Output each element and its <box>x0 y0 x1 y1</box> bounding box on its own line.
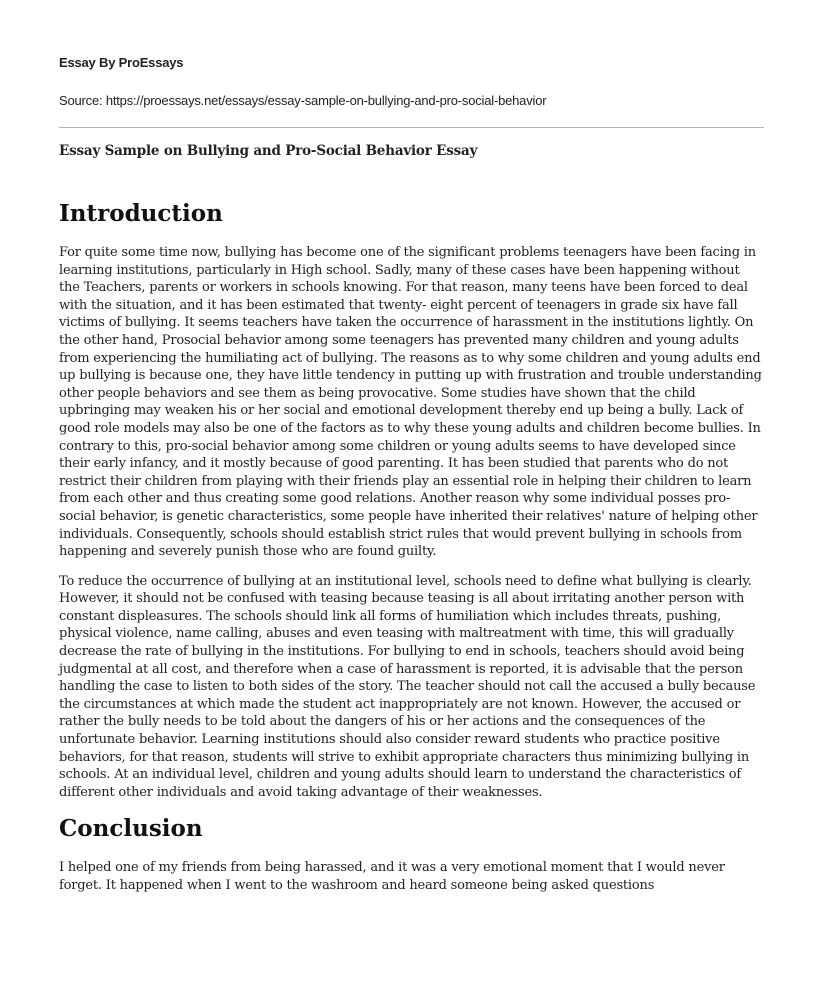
brand-label: Essay By ProEssays <box>59 55 184 70</box>
paragraph: For quite some time now, bullying has become one of the significant problems teenagers have been facing in learning institutions, particularly in High school. Sadly, many of these cases have been happening without the Teachers, parents or workers in schools knowing. For that reason, many teens have been forced to deal with the situation, and it has been estimated that twenty- eight percent of teenagers in grade six have fall victims of bullying. It seems teachers have taken the occurrence of harassment in the institutions lightly. On the other hand, Prosocial behavior among some teenagers has prevented many children and young adults from experiencing the humiliating act of bullying. The reasons as to why some children and young adults end up bullying is because one, they have little tendency in putting up with frustration and trouble understanding other people behaviors and see them as being provocative. Some studies have shown that the child upbringing may weaken his or her social and emotional development thereby end up being a bully. Lack of good role models may also be one of the factors as to why these young adults and children become bullies. In contrary to this, pro-social behavior among some children or young adults seems to have developed since their early infancy, and it mostly because of good parenting. It has been studied that parents who do not restrict their children from playing with their friends play an essential role in helping their children to learn from each other and thus creating some good relations. Another reason why some individual posses pro-social behavior, is genetic characteristics, some people have inherited their relatives' nature of helping other individuals. Consequently, schools should establish strict rules that would prevent bullying in schools from happening and severely punish those who are found guilty. <box>59 245 762 560</box>
section-heading-introduction: Introduction <box>59 200 223 227</box>
paragraph: To reduce the occurrence of bullying at an institutional level, schools need to define what bullying is clearly. However, it should not be confused with teasing because teasing is all about irritating another person with constant displeasures. The schools should link all forms of humiliation which includes threats, pushing, physical violence, name calling, abuses and even teasing with maltreatment with time, this will gradually decrease the rate of bullying in the institutions. For bullying to end in schools, teachers should avoid being judgmental at all cost, and therefore when a case of harassment is reported, it is advisable that the person handling the case to listen to both sides of the story. The teacher should not call the accused a bully because the circumstances at which made the student act inappropriately are not known. However, the accused or rather the bully needs to be told about the dangers of his or her actions and the consequences of the unfortunate behavior. Learning institutions should also consider reward students who practice positive behaviors, for that reason, students will strive to exhibit appropriate characters thus minimizing bullying in schools. At an individual level, children and young adults should learn to understand the characteristics of different other individuals and avoid taking advantage of their weaknesses. <box>59 573 756 800</box>
section-heading-conclusion: Conclusion <box>59 815 203 843</box>
document-title: Essay Sample on Bullying and Pro-Social Behavior Essay <box>59 143 478 159</box>
header-divider <box>59 127 764 128</box>
paragraph: I helped one of my friends from being harassed, and it was a very emotional moment that I would never forget. It happened when I went to the washroom and heard someone being asked questions <box>59 860 725 893</box>
source-url[interactable]: Source: https://proessays.net/essays/essay-sample-on-bullying-and-pro-social-behavior <box>59 92 547 108</box>
essay-body <box>59 198 764 907</box>
page-header <box>59 54 764 109</box>
